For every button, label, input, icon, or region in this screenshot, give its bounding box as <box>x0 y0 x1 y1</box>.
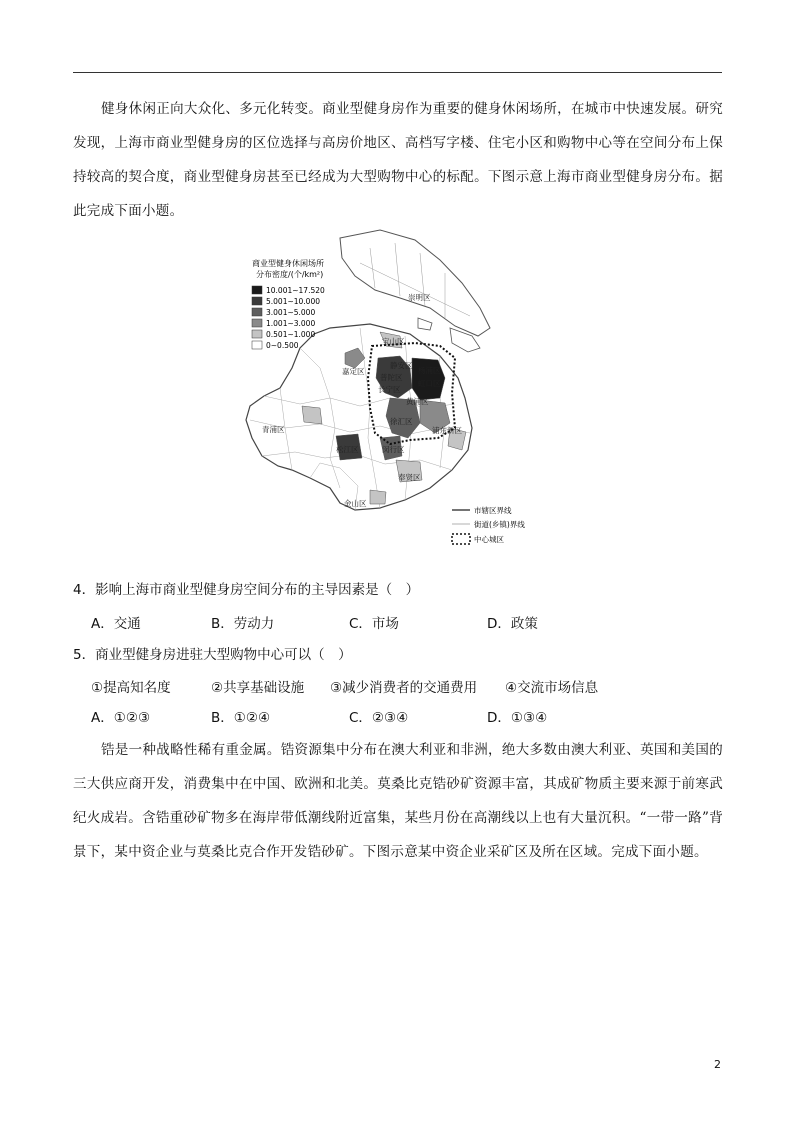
label-jingan: 静安区 <box>390 361 413 370</box>
q5-option-d[interactable]: D．①③④ <box>487 710 548 726</box>
page-number: 2 <box>714 1058 721 1071</box>
legend-swatch <box>252 330 262 338</box>
q5-statement-3: ③减少消费者的交通费用 <box>330 680 478 696</box>
q4-option-c[interactable]: C．市场 <box>349 616 399 632</box>
legend-label: 3.001~5.000 <box>266 308 316 317</box>
legend-swatch <box>252 286 262 294</box>
legend-swatch <box>252 297 262 305</box>
legend-title-1: 商业型健身休闲场所 <box>252 259 324 268</box>
label-pudong: 浦东新区 <box>432 426 462 435</box>
label-jiading: 嘉定区 <box>342 367 365 376</box>
label-changning: 长宁区 <box>378 385 401 394</box>
label-songjiang: 松江区 <box>336 445 359 454</box>
q5-statement-2: ②共享基础设施 <box>211 680 305 696</box>
legend-label: 10.001~17.520 <box>266 286 325 295</box>
line-legend-central: 中心城区 <box>474 535 504 544</box>
legend-label: 1.001~3.000 <box>266 319 316 328</box>
line-legend-district: 市辖区界线 <box>474 506 512 515</box>
label-minhang: 闵行区 <box>382 445 405 454</box>
jinshan-light <box>370 490 386 504</box>
q4-option-d[interactable]: D．政策 <box>487 616 538 632</box>
q5-option-c[interactable]: C．②③④ <box>349 710 409 726</box>
qingpu-light <box>302 406 322 424</box>
shanghai-gym-map <box>240 228 560 558</box>
q5-statement-1: ①提高知名度 <box>91 680 171 696</box>
map-svg <box>240 228 560 558</box>
q5-option-a[interactable]: A．①②③ <box>91 710 151 726</box>
label-xuhui: 徐汇区 <box>390 417 413 426</box>
question-5-stem: 5．商业型健身房进驻大型购物中心可以（ ） <box>73 647 352 663</box>
label-baoshan: 宝山区 <box>382 337 405 346</box>
label-jinshan: 金山区 <box>344 499 367 508</box>
zirconium-passage: 锆是一种战略性稀有重金属。锆资源集中分布在澳大利亚和非洲，绝大多数由澳大利亚、英国和美国的三大供应商开发，消费集中在中国、欧洲和北美。莫桑比克锆砂矿资源丰富，其成矿物质主要来源于前寒武纪火成岩。含锆重砂矿物多在海岸带低潮线附近富集，某些月份在高潮线以上也有大量沉积。“一带一路”背景下，某中资企业与莫桑比克合作开发锆砂矿。下图示意某中资企业采矿区及所在区域。完成下面小题。 <box>73 742 723 860</box>
legend-swatch <box>252 341 262 349</box>
label-fengxian: 奉贤区 <box>398 473 421 482</box>
legend-label: 0.501~1.000 <box>266 330 316 339</box>
q4-option-b[interactable]: B．劳动力 <box>211 616 275 632</box>
q5-option-b[interactable]: B．①②④ <box>211 710 271 726</box>
legend-title-2: 分布密度/(个/km²) <box>256 270 324 279</box>
line-legend-street: 街道(乡镇)界线 <box>474 520 525 529</box>
small-island-2 <box>418 318 432 330</box>
legend-swatch <box>252 319 262 327</box>
chongming-island <box>340 230 490 336</box>
legend-label: 5.001~10.000 <box>266 297 320 306</box>
question-4-stem: 4．影响上海市商业型健身房空间分布的主导因素是（ ） <box>73 582 420 598</box>
label-hongkou: 虹口区 <box>418 379 441 388</box>
intro-paragraph: 健身休闲正向大众化、多元化转变。商业型健身房作为重要的健身休闲场所，在城市中快速发展。研究发现，上海市商业型健身房的区位选择与高房价地区、高档写字楼、住宅小区和购物中心等在空间分布上保持较高的契合度，商业型健身房甚至已经成为大型购物中心的标配。下图示意上海市商业型健身房分布。据此完成下面小题。 <box>73 101 723 219</box>
label-huangpu: 黄浦区 <box>406 397 429 406</box>
q4-option-a[interactable]: A．交通 <box>91 616 141 632</box>
label-putuo: 普陀区 <box>380 373 403 382</box>
legend-label: 0~0.500 <box>266 341 299 350</box>
header-rule <box>73 72 722 73</box>
central-area-sample <box>452 534 470 544</box>
legend-swatch <box>252 308 262 316</box>
q5-statement-4: ④交流市场信息 <box>505 680 599 696</box>
label-yangpu: 杨浦区 <box>418 366 441 375</box>
label-qingpu: 青浦区 <box>262 425 285 434</box>
label-chongming: 崇明区 <box>408 293 431 302</box>
